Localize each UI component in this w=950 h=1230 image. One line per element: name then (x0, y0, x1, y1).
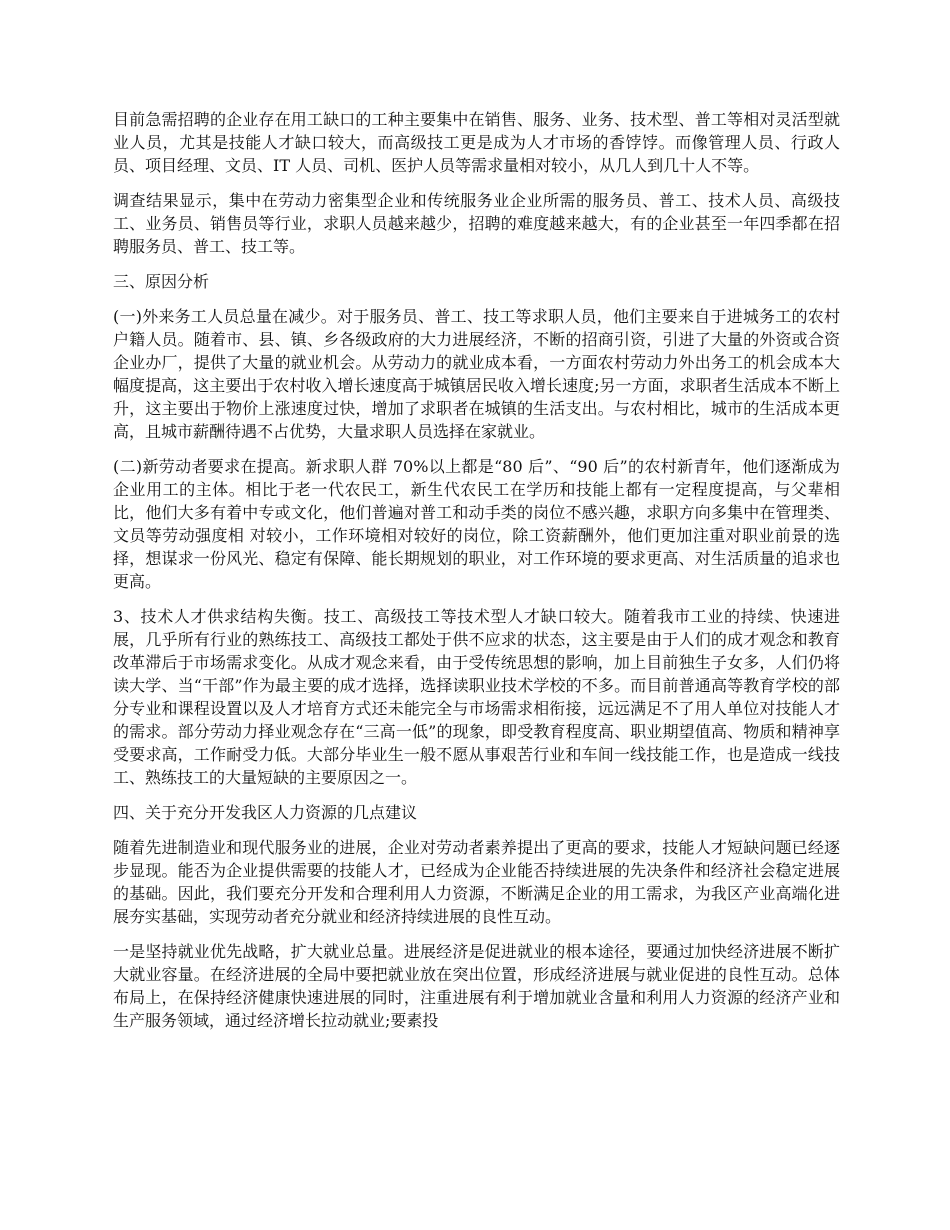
paragraph-new-workers: (二)新劳动者要求在提高。新求职人群 70%以上都是“80 后”、“90 后”的农村新青年，他们逐渐成为企业用工的主体。相比于老一代农民工，新生代农民工在学历和技能上都有一定程度提高，与父辈相比，他们大多有着中专或文化，他们普遍对普工和动手类的岗位不感兴趣，求职方向多集中在管理类、文员等劳动强度相 对较小，工作环境相对较好的岗位，除工资薪酬外，他们更加注重对职业前景的选择，想谋求一份风光、稳定有保障、能长期规划的职业，对工作环境的要求更高、对生活质量的追求也更高。 (113, 457, 840, 591)
paragraph-survey-results: 调查结果显示，集中在劳动力密集型企业和传统服务业企业所需的服务员、普工、技术人员、高级技工、业务员、销售员等行业，求职人员越来越少，招聘的难度越来越大，有的企业甚至一年四季都在招聘服务员、普工、技工等。 (113, 191, 840, 256)
section-heading-cause-analysis: 三、原因分析 (113, 272, 210, 291)
paragraph-job-shortage: 目前急需招聘的企业存在用工缺口的工种主要集中在销售、服务、业务、技术型、普工等相对灵活型就业人员，尤其是技能人才缺口较大，而高级技工更是成为人才市场的香饽饽。而像管理人员、行政人员、项目经理、文员、IT 人员、司机、医护人员等需求量相对较小，从几人到几十人不等。 (113, 110, 840, 175)
section-heading-suggestions: 四、关于充分开发我区人力资源的几点建议 (113, 803, 418, 822)
paragraph-industry-development: 随着先进制造业和现代服务业的进展，企业对劳动者素养提出了更高的要求，技能人才短缺问题已经逐步显现。能否为企业提供需要的技能人才，已经成为企业能否持续进展的先决条件和经济社会稳定进展的基础。因此，我们要充分开发和合理利用人力资源，不断满足企业的用工需求，为我区产业高端化进展夯实基础，实现劳动者充分就业和经济持续进展的良性互动。 (113, 838, 840, 926)
paragraph-employment-priority: 一是坚持就业优先战略，扩大就业总量。进展经济是促进就业的根本途径，要通过加快经济进展不断扩大就业容量。在经济进展的全局中要把就业放在突出位置，形成经济进展与就业促进的良性互动。总体布局上，在保持经济健康快速进展的同时，注重进展有利于增加就业含量和利用人力资源的经济产业和生产服务领域，通过经济增长拉动就业;要素投 (113, 942, 840, 1030)
paragraph-technical-talent: 3、技术人才供求结构失衡。技工、高级技工等技术型人才缺口较大。随着我市工业的持续、快速进展，几乎所有行业的熟练技工、高级技工都处于供不应求的状态，这主要是由于人们的成才观念和教育改革滞后于市场需求变化。从成才观念来看，由于受传统思想的影响，加上目前独生子女多，人们仍将读大学、当“干部”作为最主要的成才选择，选择读职业技术学校的不多。而目前普通高等教育学校的部分专业和课程设置以及人才培育方式还未能完全与市场需求相衔接，远远满足不了用人单位对技能人才的需求。部分劳动力择业观念存在“三高一低”的现象，即受教育程度高、职业期望值高、物质和精神享受要求高，工作耐受力低。大部分毕业生一般不愿从事艰苦行业和车间一线技能工作，也是造成一线技工、熟练技工的大量短缺的主要原因之一。 (113, 607, 840, 787)
paragraph-migrant-workers: (一)外来务工人员总量在减少。对于服务员、普工、技工等求职人员，他们主要来自于进城务工的农村户籍人员。随着市、县、镇、乡各级政府的大力进展经济，不断的招商引资，引进了大量的外资或合资企业办厂，提供了大量的就业机会。从劳动力的就业成本看，一方面农村劳动力外出务工的机会成本大幅度提高，这主要出于农村收入增长速度高于城镇居民收入增长速度;另一方面，求职者生活成本不断上升，这主要出于物价上涨速度过快，增加了求职者在城镇的生活支出。与农村相比，城市的生活成本更高，且城市薪酬待遇不占优势，大量求职人员选择在家就业。 (113, 307, 840, 441)
document-body (113, 108, 840, 1044)
